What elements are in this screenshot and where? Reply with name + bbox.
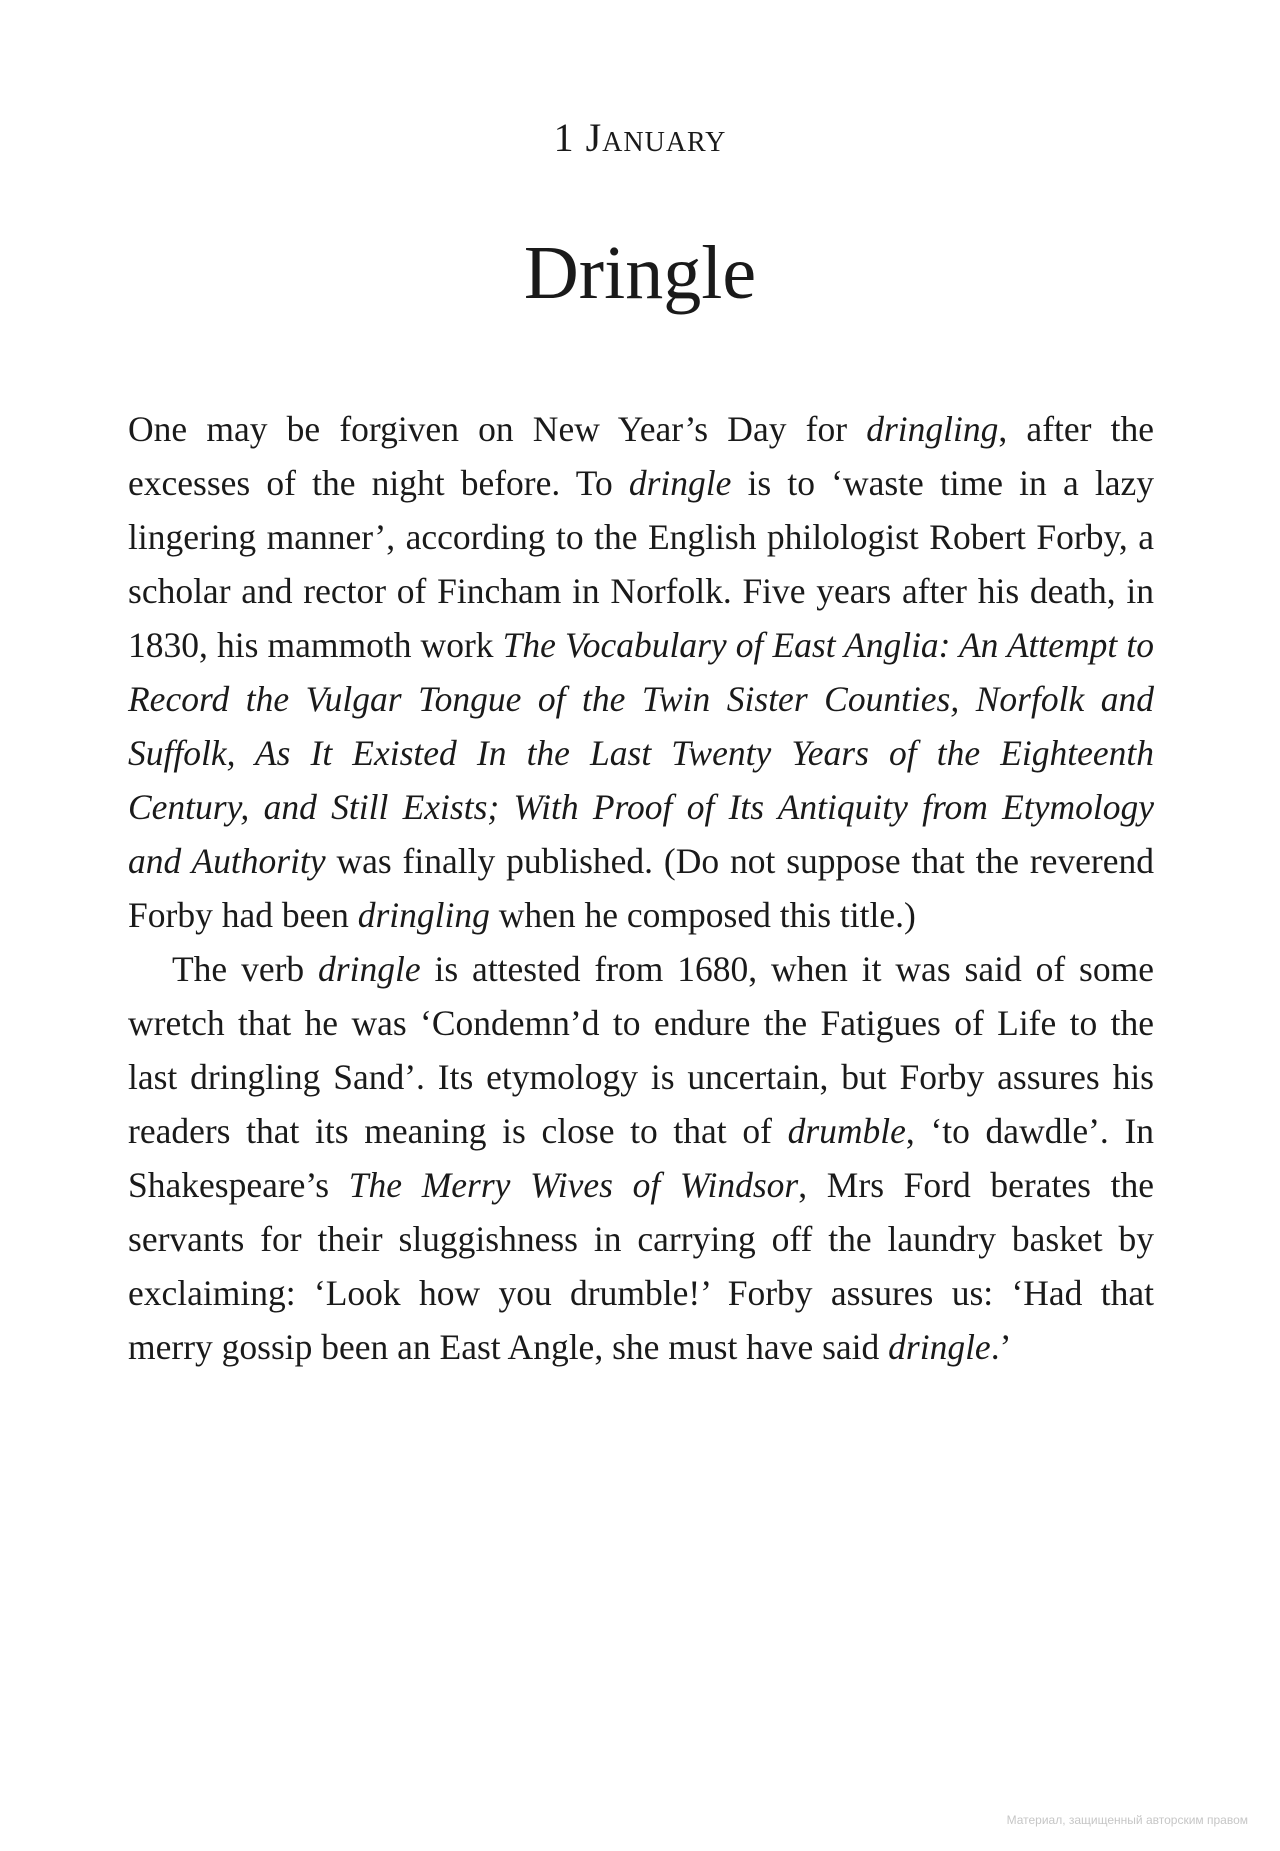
text-run: was finally published. (Do not suppose that the reverend Forby had been bbox=[128, 841, 1154, 935]
italic-term: dringle bbox=[318, 949, 421, 989]
page-date-heading bbox=[0, 115, 1280, 160]
text-run: , after the excesses of the night before. To bbox=[128, 409, 1155, 503]
text-run: is attested from 1680, when it was said of some wretch that he was ‘Condemn’d to endure the Fatigues of Life to the last dringling Sand’. Its etymology is uncertain, but Forby assures his readers that its meaning is close to that of bbox=[128, 949, 1154, 1151]
italic-term: dringle bbox=[628, 463, 732, 503]
entry-body bbox=[128, 402, 1154, 1374]
text-run: is to ‘waste time in a lazy lingering manner’, according to the English philologist Robert Forby, a scholar and rector of Fincham in Norfolk. Five years after his death, in 1830, his mammoth work bbox=[128, 463, 1154, 665]
text-run: The verb bbox=[172, 949, 319, 989]
italic-term: dringling bbox=[866, 409, 999, 449]
text-run: , Mrs Ford berates the servants for their sluggishness in carrying off the laundry basket by exclaiming: ‘Look how you drumble!’ Forby assures us: ‘Had that merry gossip been an East Angle, she must have said bbox=[128, 1165, 1154, 1367]
paragraph-1 bbox=[128, 402, 1154, 942]
italic-term: dringle bbox=[888, 1327, 991, 1367]
paragraph-2 bbox=[128, 942, 1154, 1374]
copyright-watermark: Материал, защищенный авторским правом bbox=[1006, 1813, 1248, 1827]
date-day: 1 bbox=[553, 115, 575, 160]
italic-book-title: The Vocabulary of East Anglia: An Attempt to Record the Vulgar Tongue of the Twin Sister Counties, Norfolk and Suffolk, As It Existed In the Last Twenty Years of the Eighteenth Century, and Still Exists; With Proof of Its Antiquity from Etymology and Authority bbox=[128, 625, 1154, 881]
date-month: January bbox=[585, 115, 727, 160]
text-run: One may be forgiven on New Year’s Day for bbox=[128, 409, 867, 449]
italic-term: dringling bbox=[357, 895, 490, 935]
text-run: , ‘to dawdle’. In Shakespeare’s bbox=[128, 1111, 1155, 1205]
text-run: .’ bbox=[990, 1327, 1012, 1367]
italic-play-title: The Merry Wives of Windsor bbox=[348, 1165, 799, 1205]
text-run: when he composed this title.) bbox=[489, 895, 916, 935]
entry-title: Dringle bbox=[523, 231, 757, 315]
italic-term: drumble bbox=[787, 1111, 906, 1151]
